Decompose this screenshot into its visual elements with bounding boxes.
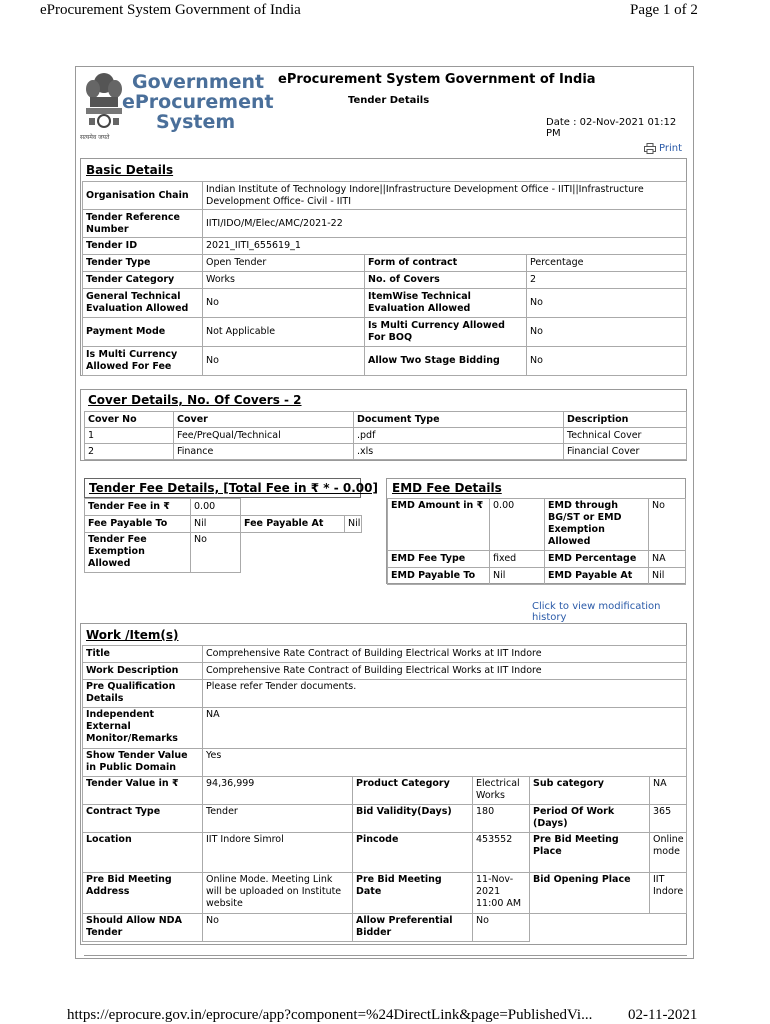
pincode-label: Pincode bbox=[353, 833, 473, 873]
table-row bbox=[388, 568, 686, 585]
cover-details-table bbox=[84, 411, 687, 460]
emd-title: EMD Fee Details bbox=[392, 481, 502, 495]
emd-percent-label: EMD Percentage bbox=[545, 551, 649, 568]
iem-value: NA bbox=[203, 708, 687, 749]
tender-value-label: Tender Value in ₹ bbox=[83, 777, 203, 805]
table-row bbox=[83, 708, 687, 749]
table-row bbox=[85, 499, 241, 516]
covers-value: 2 bbox=[527, 272, 687, 289]
period-of-work-value: 365 bbox=[650, 805, 687, 833]
emd-payat-value: Nil bbox=[649, 568, 686, 585]
work-title-value: Comprehensive Rate Contract of Building Electrical Works at IIT Indore bbox=[203, 646, 687, 663]
fee-payable-to-label: Fee Payable To bbox=[85, 516, 191, 533]
modification-history-link[interactable]: Click to view modification history bbox=[532, 601, 661, 623]
table-row bbox=[388, 499, 686, 551]
fee-payable-at-table bbox=[240, 515, 362, 533]
table-row bbox=[83, 914, 687, 942]
basic-details-title: Basic Details bbox=[86, 163, 174, 177]
show-value-label: Show Tender Value in Public Domain bbox=[83, 749, 203, 777]
cell: .pdf bbox=[354, 428, 564, 444]
print-label: Print bbox=[659, 143, 683, 154]
emd-table bbox=[387, 498, 686, 585]
fee-payable-at-label: Fee Payable At bbox=[241, 516, 345, 533]
contract-type-label: Contract Type bbox=[83, 805, 203, 833]
tender-fee-value: 0.00 bbox=[191, 499, 241, 516]
table-row bbox=[83, 873, 687, 914]
logo-line-3: System bbox=[156, 111, 236, 133]
show-value-value: Yes bbox=[203, 749, 687, 777]
table-row bbox=[83, 680, 687, 708]
tender-value-value: 94,36,999 bbox=[203, 777, 353, 805]
tender-id-value: 2021_IITI_655619_1 bbox=[203, 238, 687, 255]
prequal-label: Pre Qualification Details bbox=[83, 680, 203, 708]
empty-cell bbox=[530, 914, 650, 942]
emd-through-value: No bbox=[649, 499, 686, 551]
multi-boq-label: Is Multi Currency Allowed For BOQ bbox=[365, 318, 527, 347]
work-desc-value: Comprehensive Rate Contract of Building Electrical Works at IIT Indore bbox=[203, 663, 687, 680]
table-row bbox=[83, 663, 687, 680]
doc-type-header: Document Type bbox=[354, 412, 564, 428]
table-row bbox=[85, 533, 241, 573]
description-header: Description bbox=[564, 412, 687, 428]
bid-opening-place-label: Bid Opening Place bbox=[530, 873, 650, 914]
page-footer-date: 02-11-2021 bbox=[628, 1007, 698, 1023]
cover-header: Cover bbox=[174, 412, 354, 428]
tender-fee-label: Tender Fee in ₹ bbox=[85, 499, 191, 516]
next-section-divider bbox=[84, 955, 687, 956]
table-row bbox=[85, 428, 687, 444]
nda-value: No bbox=[203, 914, 353, 942]
ref-value: IITI/IDO/M/Elec/AMC/2021-22 bbox=[203, 210, 687, 238]
location-label: Location bbox=[83, 833, 203, 873]
fee-exemption-value: No bbox=[191, 533, 241, 573]
work-table bbox=[82, 645, 687, 942]
table-row bbox=[83, 777, 687, 805]
contract-type-value: Tender bbox=[203, 805, 353, 833]
basic-details-table bbox=[82, 181, 687, 376]
prebid-place-label: Pre Bid Meeting Place bbox=[530, 833, 650, 873]
emd-payat-label: EMD Payable At bbox=[545, 568, 649, 585]
work-title-label: Title bbox=[83, 646, 203, 663]
header-subtitle: Tender Details bbox=[348, 95, 430, 106]
header-title: eProcurement System Government of India bbox=[278, 72, 596, 87]
emd-percent-value: NA bbox=[649, 551, 686, 568]
table-row bbox=[85, 444, 687, 460]
emd-amount-label: EMD Amount in ₹ bbox=[388, 499, 490, 551]
iem-label: Independent External Monitor/Remarks bbox=[83, 708, 203, 749]
emblem-icon bbox=[80, 71, 128, 137]
cell: Technical Cover bbox=[564, 428, 687, 444]
payment-mode-label: Payment Mode bbox=[83, 318, 203, 347]
table-header-row bbox=[85, 412, 687, 428]
table-row bbox=[83, 210, 687, 238]
tender-fee-table bbox=[84, 498, 241, 573]
nda-label: Should Allow NDA Tender bbox=[83, 914, 203, 942]
tender-category-label: Tender Category bbox=[83, 272, 203, 289]
cell: Finance bbox=[174, 444, 354, 460]
tender-details-frame bbox=[75, 66, 694, 959]
location-value: IIT Indore Simrol bbox=[203, 833, 353, 873]
prebid-place-value: Online mode bbox=[650, 833, 687, 873]
empty-cell bbox=[650, 914, 687, 942]
printer-icon bbox=[644, 143, 656, 154]
preferential-bidder-label: Allow Preferential Bidder bbox=[353, 914, 473, 942]
prebid-date-value: 11-Nov-2021 11:00 AM bbox=[473, 873, 530, 914]
sub-category-value: NA bbox=[650, 777, 687, 805]
table-row bbox=[83, 238, 687, 255]
logo-line-2: eProcurement bbox=[122, 91, 274, 113]
emd-payto-value: Nil bbox=[490, 568, 545, 585]
cover-details-title: Cover Details, No. Of Covers - 2 bbox=[88, 393, 302, 407]
pincode-value: 453552 bbox=[473, 833, 530, 873]
tender-id-label: Tender ID bbox=[83, 238, 203, 255]
prequal-value: Please refer Tender documents. bbox=[203, 680, 687, 708]
table-row bbox=[241, 516, 362, 533]
table-row bbox=[83, 255, 687, 272]
emd-amount-value: 0.00 bbox=[490, 499, 545, 551]
preferential-bidder-value: No bbox=[473, 914, 530, 942]
multi-fee-label: Is Multi Currency Allowed For Fee bbox=[83, 347, 203, 376]
table-row bbox=[388, 551, 686, 568]
fee-payable-to-value: Nil bbox=[191, 516, 241, 533]
table-row bbox=[83, 646, 687, 663]
tender-fee-title: Tender Fee Details, [Total Fee in ₹ * - 0.00] bbox=[89, 481, 378, 495]
tender-type-label: Tender Type bbox=[83, 255, 203, 272]
prebid-address-label: Pre Bid Meeting Address bbox=[83, 873, 203, 914]
covers-label: No. of Covers bbox=[365, 272, 527, 289]
page-number: Page 1 of 2 bbox=[630, 2, 698, 18]
emblem-motto: सत्यमेव जयते bbox=[80, 134, 110, 141]
two-stage-label: Allow Two Stage Bidding bbox=[365, 347, 527, 376]
emd-type-value: fixed bbox=[490, 551, 545, 568]
table-row bbox=[83, 749, 687, 777]
emd-payto-label: EMD Payable To bbox=[388, 568, 490, 585]
cell: Fee/PreQual/Technical bbox=[174, 428, 354, 444]
gte-label: General Technical Evaluation Allowed bbox=[83, 289, 203, 318]
tender-type-value: Open Tender bbox=[203, 255, 365, 272]
logo-line-1: Government bbox=[132, 71, 265, 93]
cell: Financial Cover bbox=[564, 444, 687, 460]
cover-no-header: Cover No bbox=[85, 412, 174, 428]
multi-boq-value: No bbox=[527, 318, 687, 347]
table-row bbox=[83, 182, 687, 210]
bid-validity-label: Bid Validity(Days) bbox=[353, 805, 473, 833]
emd-through-label: EMD through BG/ST or EMD Exemption Allowed bbox=[545, 499, 649, 551]
itemwise-label: ItemWise Technical Evaluation Allowed bbox=[365, 289, 527, 318]
sub-category-label: Sub category bbox=[530, 777, 650, 805]
page-footer-url[interactable]: https://eprocure.gov.in/eprocure/app?component=%24DirectLink&page=PublishedVi... bbox=[67, 1007, 593, 1023]
product-category-label: Product Category bbox=[353, 777, 473, 805]
form-contract-label: Form of contract bbox=[365, 255, 527, 272]
print-button[interactable] bbox=[644, 143, 682, 154]
bid-opening-place-value: IIT Indore bbox=[650, 873, 687, 914]
page-header-title: eProcurement System Government of India bbox=[40, 2, 301, 18]
table-row bbox=[83, 289, 687, 318]
product-category-value: Electrical Works bbox=[473, 777, 530, 805]
fee-exemption-label: Tender Fee Exemption Allowed bbox=[85, 533, 191, 573]
tender-category-value: Works bbox=[203, 272, 365, 289]
table-row bbox=[83, 272, 687, 289]
header-date: Date : 02-Nov-2021 01:12 PM bbox=[546, 117, 677, 139]
payment-mode-value: Not Applicable bbox=[203, 318, 365, 347]
table-row bbox=[85, 516, 241, 533]
form-contract-value: Percentage bbox=[527, 255, 687, 272]
cell: 1 bbox=[85, 428, 174, 444]
cell: .xls bbox=[354, 444, 564, 460]
org-value: Indian Institute of Technology Indore||Infrastructure Development Office - IITI||Infrastructure Development Office- Civil - IITI bbox=[203, 182, 687, 210]
work-title: Work /Item(s) bbox=[86, 628, 179, 642]
table-row bbox=[83, 833, 687, 873]
table-row bbox=[83, 805, 687, 833]
gte-value: No bbox=[203, 289, 365, 318]
cell: 2 bbox=[85, 444, 174, 460]
period-of-work-label: Period Of Work (Days) bbox=[530, 805, 650, 833]
two-stage-value: No bbox=[527, 347, 687, 376]
bid-validity-value: 180 bbox=[473, 805, 530, 833]
fee-payable-at-value: Nil bbox=[345, 516, 362, 533]
emd-type-label: EMD Fee Type bbox=[388, 551, 490, 568]
table-row bbox=[83, 318, 687, 347]
org-label: Organisation Chain bbox=[83, 182, 203, 210]
prebid-address-value: Online Mode. Meeting Link will be uploaded on Institute website bbox=[203, 873, 353, 914]
itemwise-value: No bbox=[527, 289, 687, 318]
prebid-date-label: Pre Bid Meeting Date bbox=[353, 873, 473, 914]
multi-fee-value: No bbox=[203, 347, 365, 376]
table-row bbox=[83, 347, 687, 376]
ref-label: Tender Reference Number bbox=[83, 210, 203, 238]
work-desc-label: Work Description bbox=[83, 663, 203, 680]
